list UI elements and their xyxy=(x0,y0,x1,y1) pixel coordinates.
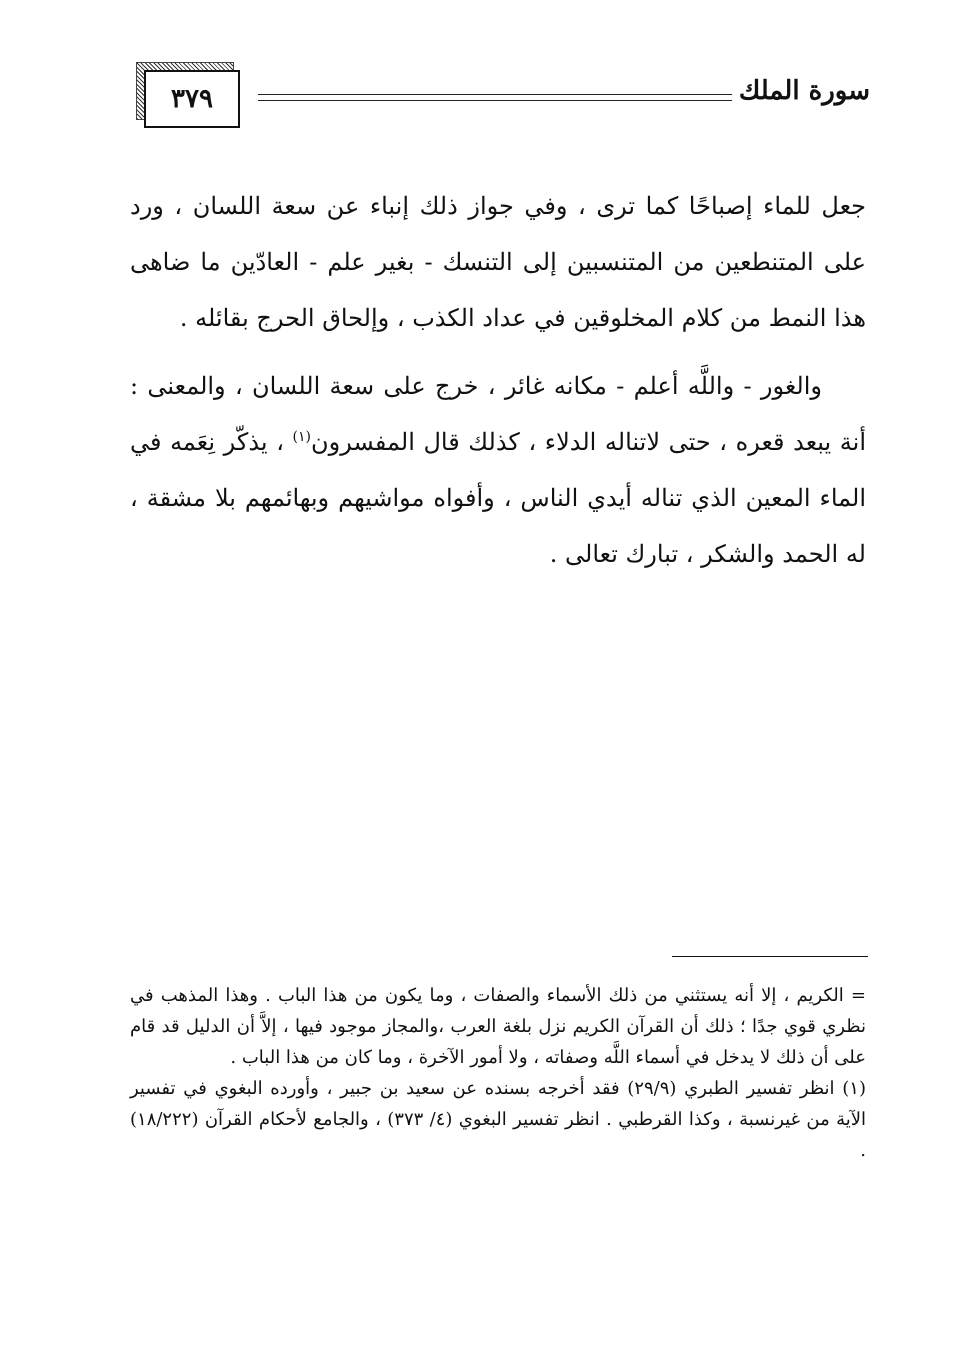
footnotes xyxy=(130,980,866,1166)
paragraph-2-text: والغور - واللَّه أعلم - مكانه غائر ، خرج على سعة اللسان ، والمعنى : أنة يبعد قعره ، حتى لاتناله الدلاء ، كذلك قال المفسرون xyxy=(130,372,867,456)
footnote-1: (١) انظر تفسير الطبري (٢٩/٩) فقد أخرجه بسنده عن سعيد بن جبير ، وأورده البغوي في تفسير الآية من غيرنسبة ، وكذا القرطبي . انظر تفسير البغوي (٤/ ٣٧٣) ، والجامع لأحكام القرآن (١٨/٢٢٢) . xyxy=(130,1078,866,1161)
footnote-reference[interactable]: (١) xyxy=(292,429,312,445)
page-header xyxy=(130,62,870,130)
paragraph-2 xyxy=(130,358,866,582)
main-text xyxy=(130,178,866,582)
page-number: ٣٧٩ xyxy=(144,70,240,128)
paragraph-1: جعل للماء إصباحًا كما ترى ، وفي جواز ذلك إنباء عن سعة اللسان ، ورد على المتنطعين من المتنسبين إلى التنسك - بغير علم - العادّين ما ضاهى هذا النمط من كلام المخلوقين في عداد الكذب ، وإلحاق الحرج بقائله . xyxy=(130,192,866,332)
footnote-continuation: = الكريم ، إلا أنه يستثني من ذلك الأسماء والصفات ، وما يكون من هذا الباب . وهذا المذهب في نظري قوي جدًا ؛ ذلك أن القرآن الكريم نزل بلغة العرب ،والمجاز موجود فيها ، إلاَّ أن الدليل قد قام على أن ذلك لا يدخل في أسماء اللَّه وصفاته ، ولا أمور الآخرة ، وما كان من هذا الباب . xyxy=(130,985,866,1068)
header-rule xyxy=(258,94,732,101)
paragraph-2-continuation: ، يذكّر نِعَمه في الماء المعين الذي تناله أيدي الناس ، وأفواه مواشيهم وبهائمهم بلا مشقة ، له الحمد والشكر ، تبارك تعالى . xyxy=(130,428,866,568)
surah-title: سورة الملك xyxy=(738,76,870,106)
footnote-separator xyxy=(672,956,868,957)
